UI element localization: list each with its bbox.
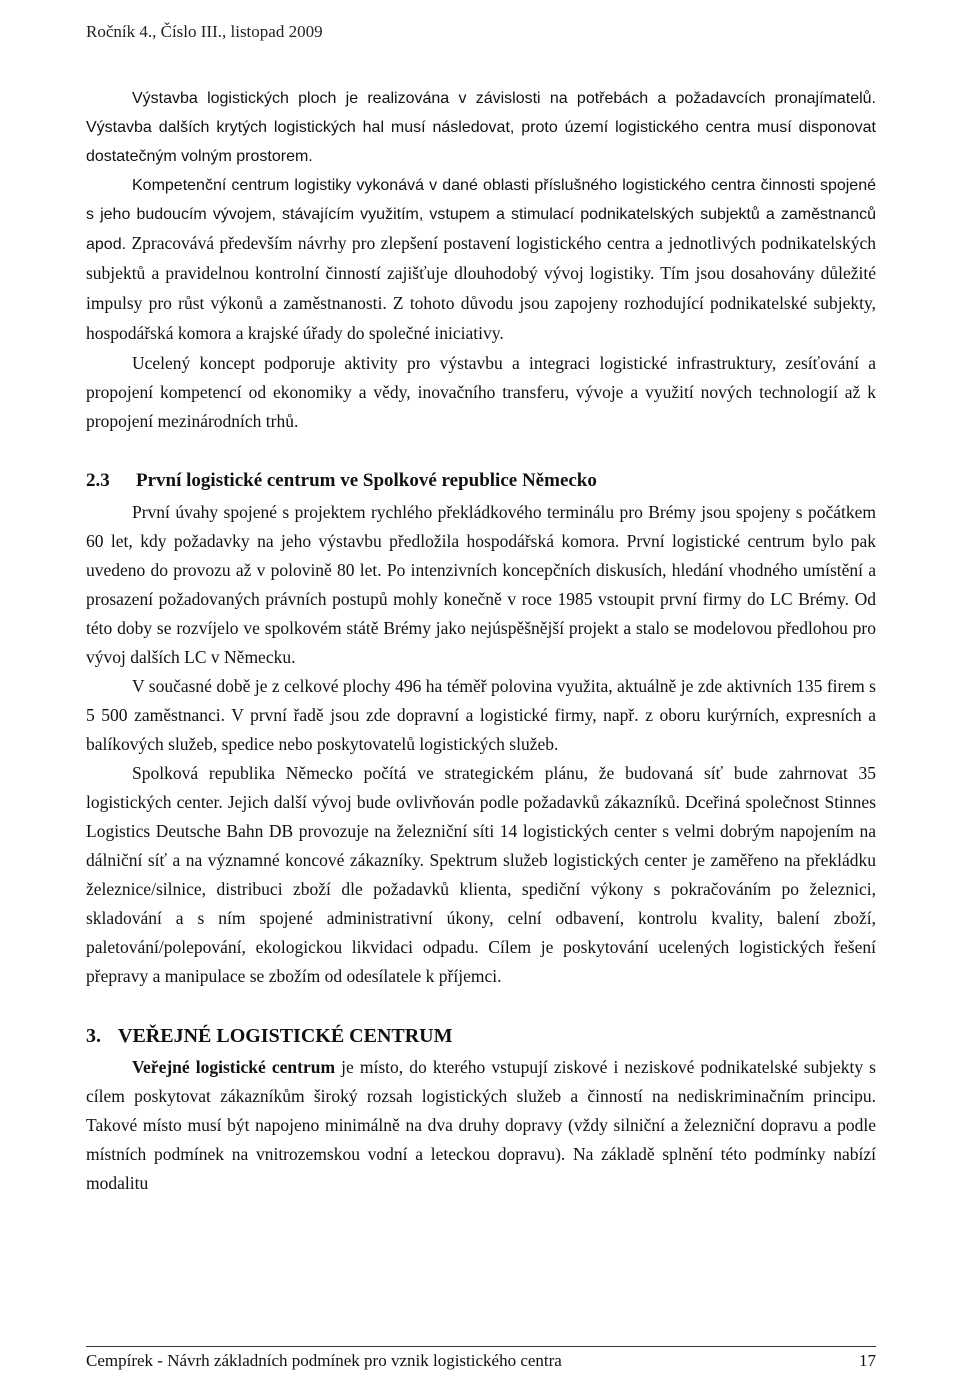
paragraph: V současné době je z celkové plochy 496 ha téměř polovina využita, aktuálně je zde aktivních 135 firem s 5 500 zaměstnanci. V první řadě jsou zde dopravní a logistické firmy, např. z oboru kurýrních, expresních a balíkových služeb, spedice nebo poskytovatelů logistických služeb. bbox=[86, 676, 876, 754]
paragraph-part: Kompetenční centrum logistiky vykonává v dané oblasti příslušného logistického centra činnosti spojené s jeho budoucím vývojem, stávajícím využitím, vstupem a stimulací podnikatelských subjektů a zaměstnanců apod. bbox=[86, 177, 876, 253]
chapter-title: VEŘEJNÉ LOGISTICKÉ CENTRUM bbox=[118, 1025, 453, 1047]
paragraph: Spolková republika Německo počítá ve strategickém plánu, že budovaná síť bude zahrnovat 35 logistických center. Jejich další vývoj bude ovlivňován podle požadavků zákazníků. Dceřiná společnost Stinnes Logistics Deutsche Bahn DB provozuje na železniční síti 14 logistických center s velmi dobrým napojením na dálniční síť a na významné koncové zákazníky. Spektrum služeb logistických center je zaměřeno na překládku železnice/silnice, distribuci zboží dle požadavků klienta, spediční výkony s pokračováním po železnici, skladování a s ním spojené administrativní úkony, celní odbavení, kontrolu kvality, balení zboží, paletování/polepování, ekologickou likvidaci odpadu. Cílem je poskytování ucelených logistických řešení přepravy a manipulace se zbožím od odesílatele k příjemci. bbox=[86, 763, 876, 986]
chapter-number: 3. bbox=[86, 1025, 101, 1047]
section-title: První logistické centrum ve Spolkové republice Německo bbox=[136, 470, 597, 491]
paragraph-part: je místo, do kterého vstupují ziskové i neziskové podnikatelské subjekty s cílem poskytovat zákazníkům široký rozsah logistických služeb a činností na nediskriminačním principu. Takové místo musí být napojeno minimálně na dva druhy dopravy (vždy silniční a železniční dopravu a podle místních podmínek na vnitrozemskou vodní a leteckou dopravu). Na základě splnění této podmínky nabízí modalitu bbox=[86, 1057, 876, 1193]
paragraph: Ucelený koncept podporuje aktivity pro výstavbu a integraci logistické infrastruktury, zesíťování a propojení kompetencí od ekonomiky a vědy, inovačního transferu, vývoje a využití nových technologií až k propojení mezinárodních trhů. bbox=[86, 353, 876, 431]
paragraph-part: Zpracovává především návrhy pro zlepšení postavení logistického centra a jednotlivých podnikatelských subjektů a pravidelnou kontrolní činností zajišťuje dlouhodobý vývoj logistiky. Tím jsou dosahovány důležité impulsy pro růst výkonů a zaměstnanosti. Z tohoto důvodu jsou zapojeny rozhodující podnikatelské subjekty, hospodářská komora a krajské úřady do společné iniciativy. bbox=[86, 233, 876, 343]
paragraph bbox=[86, 171, 876, 349]
page-number: 17 bbox=[859, 1351, 876, 1370]
section-heading bbox=[86, 466, 876, 496]
paragraph: Výstavba logistických ploch je realizována v závislosti na potřebách a požadavcích pronajímatelů. Výstavba dalších krytých logistických hal musí následovat, proto území logistického centra musí disponovat dostatečným volným prostorem. bbox=[86, 90, 876, 165]
chapter-heading bbox=[86, 1021, 876, 1051]
paragraph bbox=[86, 1053, 876, 1198]
footer-title: Cempírek - Návrh základních podmínek pro vznik logistického centra bbox=[86, 1351, 562, 1370]
running-header: Ročník 4., Číslo III., listopad 2009 bbox=[86, 22, 323, 41]
page-footer bbox=[86, 1346, 876, 1371]
page-body bbox=[86, 84, 876, 1198]
defined-term: Veřejné logistické centrum bbox=[132, 1057, 336, 1077]
paragraph: První úvahy spojené s projektem rychlého překládkového terminálu pro Brémy jsou spojeny s počátkem 60 let, kdy požadavky na jeho výstavbu předložila hospodářská komora. První logistické centrum bylo pak uvedeno do provozu až v polovině 80 let. Po intenzivních koncepčních diskusích, hledání vhodného umístění a prosazení požadovaných právních postupů mohly konečně v roce 1985 vstoupit první firmy do LC Brémy. Od této doby se rozvíjelo ve spolkovém státě Brémy jako nejúspěšnější projekt a stalo se modelovou předlohou pro vývoj dalších LC v Německu. bbox=[86, 502, 876, 667]
section-number: 2.3 bbox=[86, 470, 110, 491]
